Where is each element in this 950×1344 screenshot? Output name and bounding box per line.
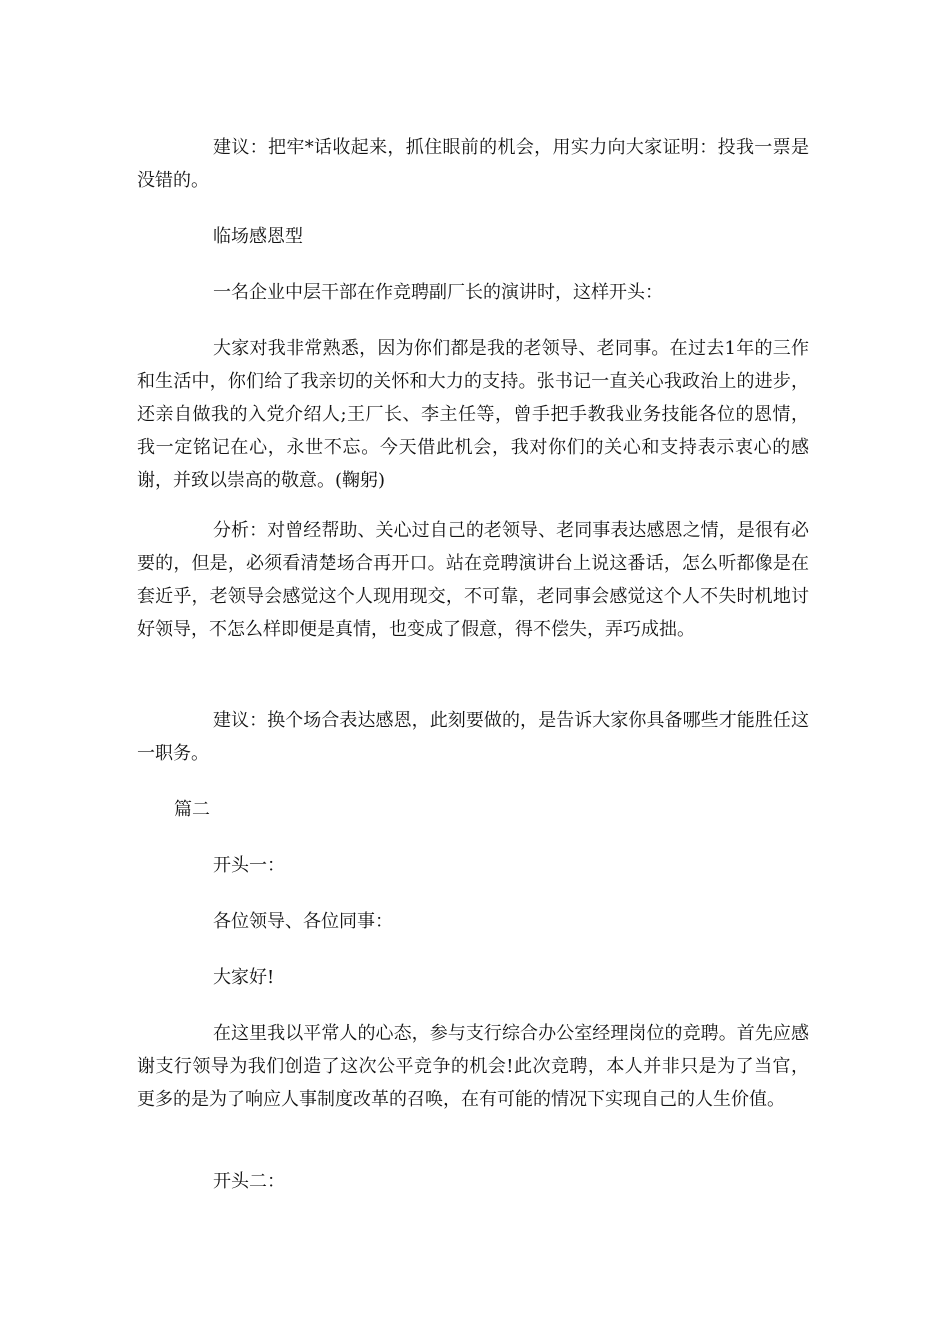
section-heading-gratitude: 临场感恩型 bbox=[213, 226, 303, 247]
paragraph-suggestion-1: 建议：把牢*话收起来，抓住眼前的机会，用实力向大家证明：投我一票是没错的。 bbox=[137, 137, 809, 191]
subheading-opening-two: 开头二： bbox=[213, 1171, 285, 1192]
subheading-opening-one: 开头一： bbox=[213, 855, 285, 876]
paragraph-opening-one-body: 在这里我以平常人的心态，参与支行综合办公室经理岗位的竞聘。首先应感谢支行领导为我们创造了这次公平竞争的机会!此次竞聘，本人并非只是为了当官，更多的是为了响应人事制度改革的召唤，在有可能的情况下实现自己的人生价值。 bbox=[137, 1023, 809, 1110]
section-heading-part-two: 篇二 bbox=[174, 799, 210, 820]
paragraph-suggestion-2: 建议：换个场合表达感恩，此刻要做的，是告诉大家你具备哪些才能胜任这一职务。 bbox=[137, 710, 809, 764]
greeting: 大家好! bbox=[213, 967, 275, 988]
paragraph-example-speech: 大家对我非常熟悉，因为你们都是我的老领导、老同事。在过去1年的三作和生活中，你们给了我亲切的关怀和大力的支持。张书记一直关心我政治上的进步，还亲自做我的入党介绍人;王厂长、李主任等，曾手把手教我业务技能各位的恩情，我一定铭记在心，永世不忘。今天借此机会，我对你们的关心和支持表示衷心的感谢，并致以崇高的敬意。(鞠躬) bbox=[137, 338, 809, 491]
salutation: 各位领导、各位同事： bbox=[213, 911, 393, 932]
paragraph-intro-example: 一名企业中层干部在作竞聘副厂长的演讲时，这样开头： bbox=[213, 282, 663, 303]
paragraph-analysis: 分析：对曾经帮助、关心过自己的老领导、老同事表达感恩之情，是很有必要的，但是，必须看清楚场合再开口。站在竞聘演讲台上说这番话，怎么听都像是在套近乎，老领导会感觉这个人现用现交，不可靠，老同事会感觉这个人不失时机地讨好领导，不怎么样即便是真情，也变成了假意，得不偿失，弄巧成拙。 bbox=[137, 520, 809, 640]
